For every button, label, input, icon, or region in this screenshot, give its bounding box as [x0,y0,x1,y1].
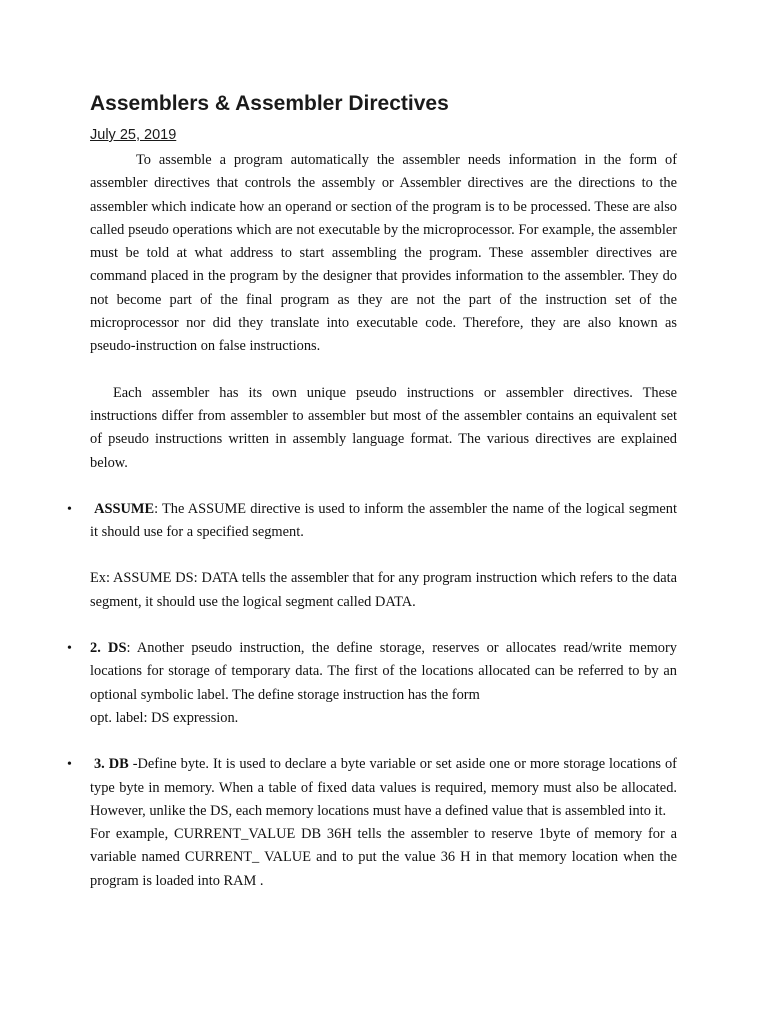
directive-description: : The ASSUME directive is used to inform the assembler the name of the logical segment it should use for a specified segment. [90,500,677,541]
bullet-icon: • [67,501,72,517]
directive-ds-form: opt. label: DS expression. [90,709,239,726]
directive-assume-example: Ex: ASSUME DS: DATA tells the assembler that for any program instruction which refers to the data segment, it should use the logical segment called DATA. [90,570,677,610]
post-date: July 25, 2019 [90,127,177,143]
directive-db-text [90,753,677,823]
directive-description: : Another pseudo instruction, the define storage, reserves or allocates read/write memory locations for storage of temporary data. The first of the locations allocated can be referred to by an optional symbolic label. The define storage instruction has the form [90,640,677,703]
directive-assume [67,498,677,614]
directive-ds [67,637,677,730]
page-title: Assemblers & Assembler Directives [90,92,449,115]
directive-db [67,753,677,893]
article-body [67,149,677,893]
intro-paragraph: To assemble a program automatically the assembler needs information in the form of assembler directives that controls the assembly or Assembler directives are the directions to the assembler which indicate how an operand or section of the program is to be processed. These are also called pseudo operations which are not executable by the microprocessor. For example, the assembler must be told at what address to start assembling the program. These assembler directives are command placed in the program by the designer that provides information to the assembler. They do not become part of the final program as they are not the part of the instruction set of the microprocessor nor did they translate into executable code. Therefore, they are also known as pseudo-instruction on false instructions. [90,152,677,355]
directive-term: 2. DS [90,640,127,657]
directive-term: ASSUME [94,500,155,517]
bullet-icon: • [67,641,72,657]
directive-description: -Define byte. It is used to declare a byte variable or set aside one or more storage locations of type byte in memory. When a table of fixed data values is required, memory must also be allocated. However, unlike the DS, each memory locations must have a defined value that is assembled into it. [90,756,677,819]
directive-ds-text [90,637,677,707]
directive-db-example: For example, CURRENT_VALUE DB 36H tells the assembler to reserve 1byte of memory for a variable named CURRENT_ VALUE and to put the value 36 H in that memory location when the program is loaded into RAM . [90,826,677,889]
bullet-icon: • [67,757,72,773]
directive-assume-text [90,498,677,545]
directive-term: 3. DB [93,756,129,773]
overview-paragraph: Each assembler has its own unique pseudo instructions or assembler directives. These instructions differ from assembler to assembler but most of the assembler contains an equivalent set of pseudo instructions written in assembly language format. The various directives are explained below. [90,384,677,471]
